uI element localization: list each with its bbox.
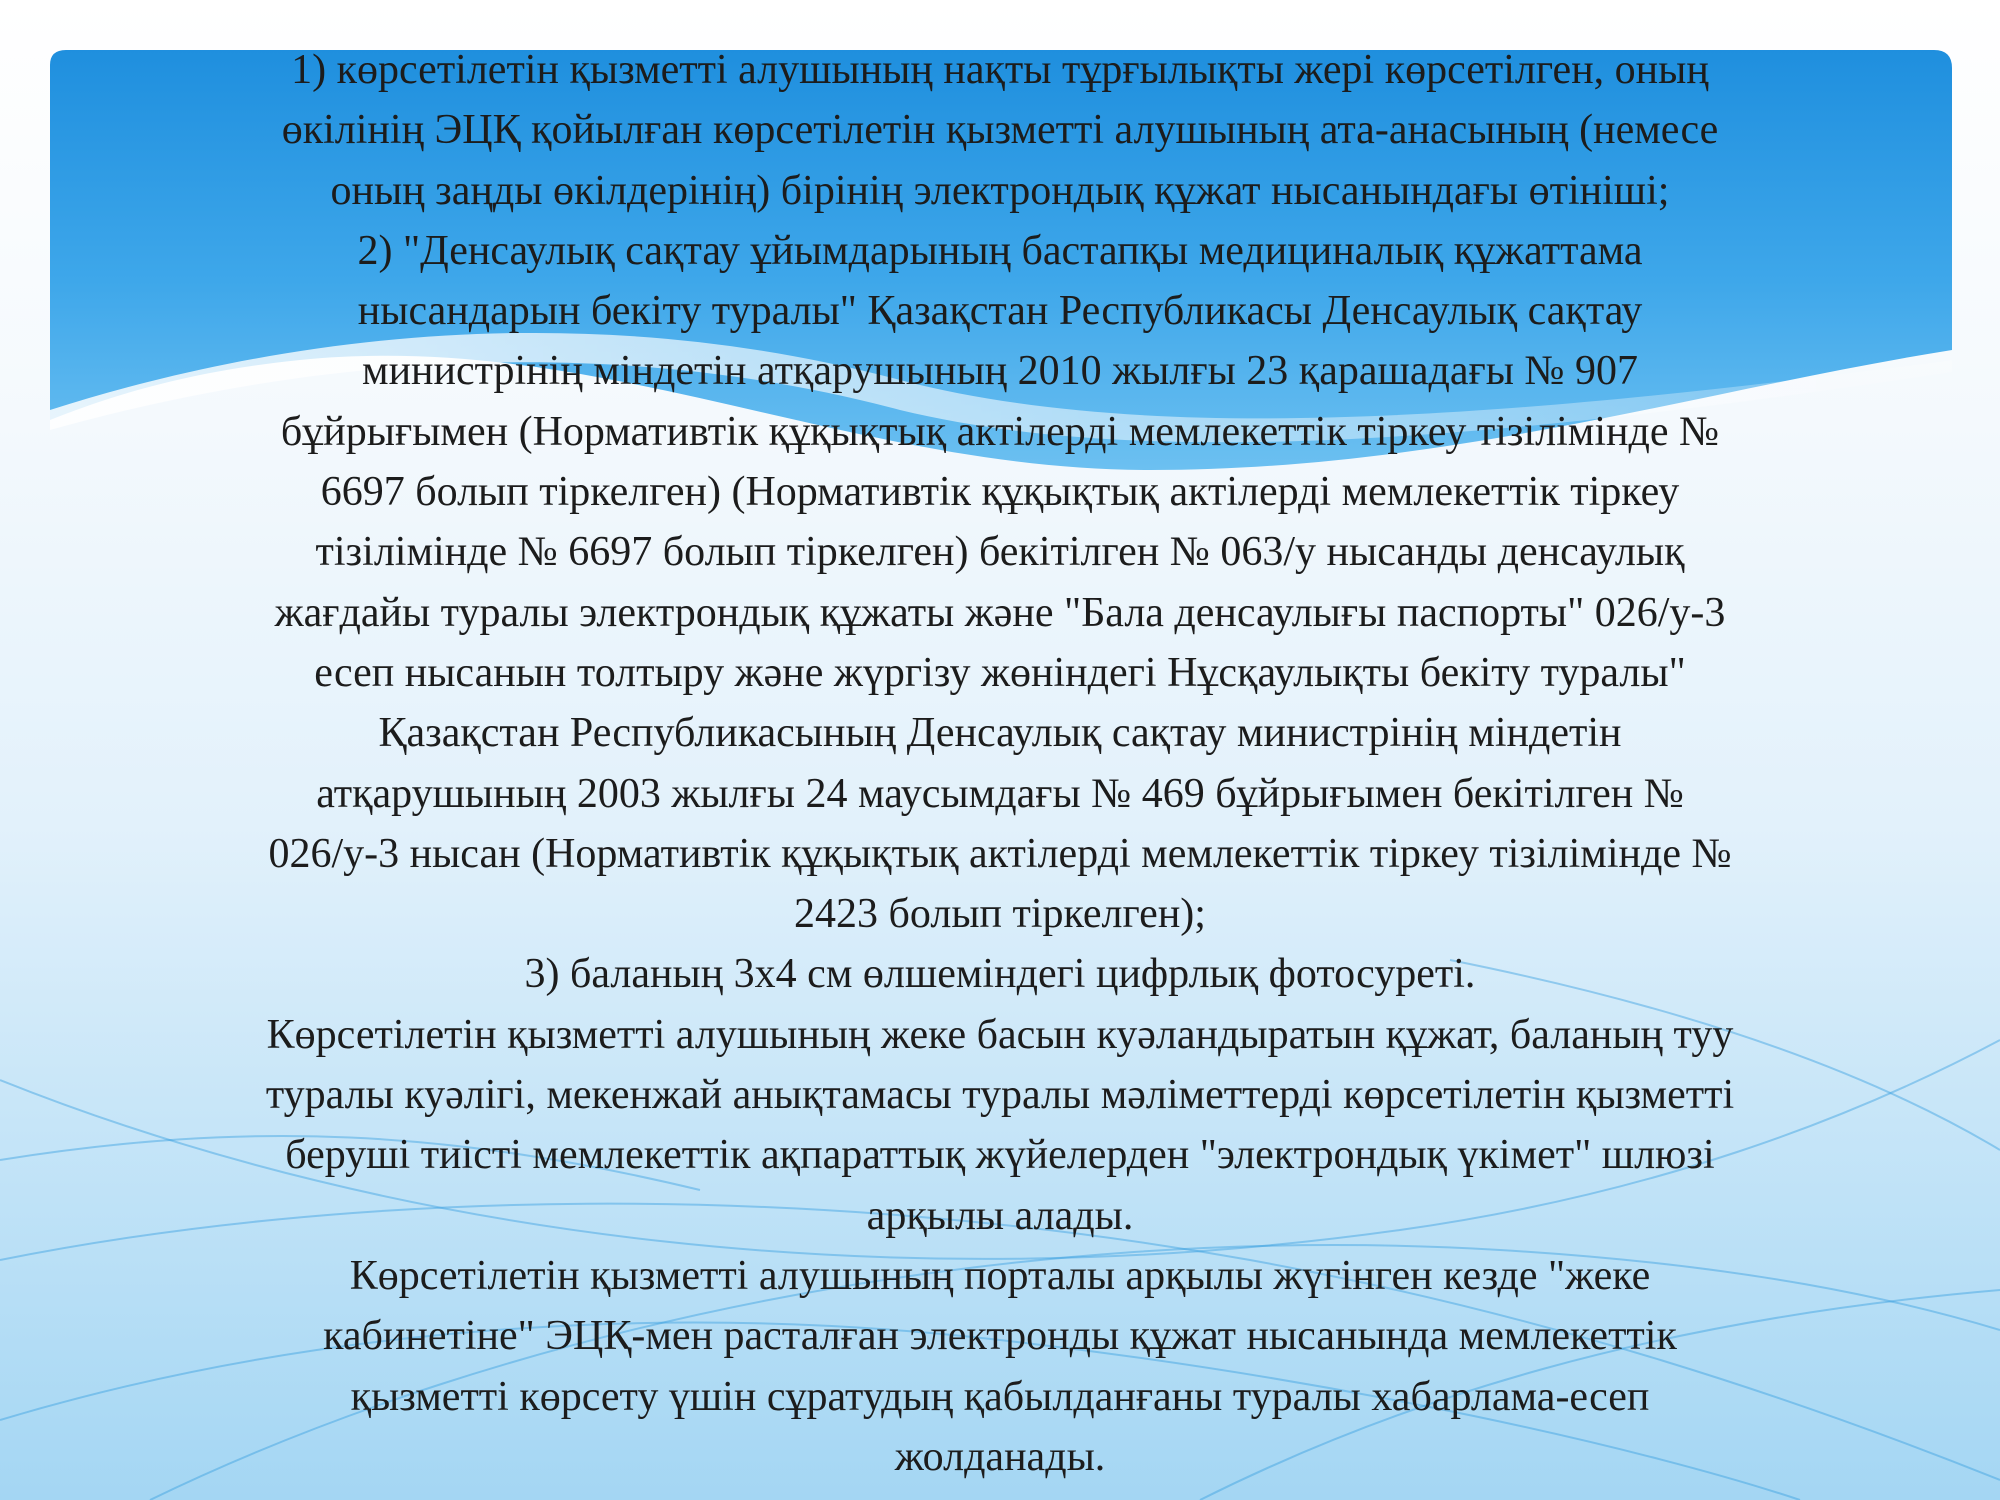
text-line: 026/у-3 нысан (Нормативтік құқықтық актілерді мемлекеттік тіркеу тізілімінде № [268, 830, 1732, 877]
text-line: беруші тиісті мемлекеттік ақпараттық жүйелерден "электрондық үкімет" шлюзі [285, 1132, 1715, 1179]
text-line: 6697 болып тіркелген) (Нормативтік құқықтық актілерді мемлекеттік тіркеу [320, 469, 1680, 516]
paragraph [112, 1005, 1888, 1246]
paragraph [112, 221, 1888, 945]
text-line: есеп нысанын толтыру және жүргізу жөніндегі Нұсқаулықты бекіту туралы" [314, 649, 1686, 696]
paragraph [112, 1246, 1888, 1487]
text-line: атқарушының 2003 жылғы 24 маусымдағы № 469 бұйрығымен бекітілген № [316, 770, 1684, 817]
text-line: қызметті көрсету үшін сұратудың қабылданғаны туралы хабарлама-есеп [350, 1373, 1650, 1420]
paragraph [112, 944, 1888, 1004]
text-line: нысандарын бекіту туралы" Қазақстан Республикасы Денсаулық сақтау [357, 288, 1643, 335]
text-line: жағдайы туралы электрондық құжаты және "Бала денсаулығы паспорты" 026/у-3 [274, 589, 1726, 636]
text-line: Көрсетілетін қызметті алушының жеке басын куәландыратын құжат, баланың туу [266, 1011, 1734, 1058]
paragraph [112, 40, 1888, 221]
text-line: туралы куәлігі, мекенжай анықтамасы туралы мәліметтерді көрсетілетін қызметті [265, 1072, 1735, 1119]
text-line: 2) "Денсаулық сақтау ұйымдарының бастапқы медициналық құжаттама [357, 227, 1643, 274]
text-line: арқылы алады. [866, 1192, 1134, 1239]
text-line: Қазақстан Республикасының Денсаулық сақтау министрінің міндетін [378, 710, 1622, 757]
text-line: кабинетіне" ЭЦҚ-мен расталған электронды құжат нысанында мемлекеттік [323, 1313, 1677, 1360]
text-line: 1) көрсетілетін қызметті алушының нақты тұрғылықты жері көрсетілген, оның [291, 47, 1709, 93]
text-line: жолданады. [894, 1433, 1106, 1480]
text-line: 3) баланың 3х4 см өлшеміндегі цифрлық фотосуреті. [524, 951, 1476, 998]
text-line: оның заңды өкілдерінің) бірінің электрондық құжат нысанындағы өтініші; [330, 167, 1670, 214]
text-line: өкілінің ЭЦҚ қойылған көрсетілетін қызметті алушының ата-анасының (немесе [281, 107, 1719, 154]
text-line: Көрсетілетін қызметті алушының порталы арқылы жүгінген кезде "жеке [349, 1252, 1651, 1299]
text-line: тізілімінде № 6697 болып тіркелген) бекітілген № 063/у нысанды денсаулық [315, 529, 1685, 576]
slide-body-text [112, 40, 1888, 1487]
text-line: министрінің міндетін атқарушының 2010 жылғы 23 қарашадағы № 907 [361, 348, 1639, 395]
text-line: бұйрығымен (Нормативтік құқықтық актілерді мемлекеттік тіркеу тізілімінде № [280, 408, 1720, 455]
text-line: 2423 болып тіркелген); [794, 891, 1206, 938]
